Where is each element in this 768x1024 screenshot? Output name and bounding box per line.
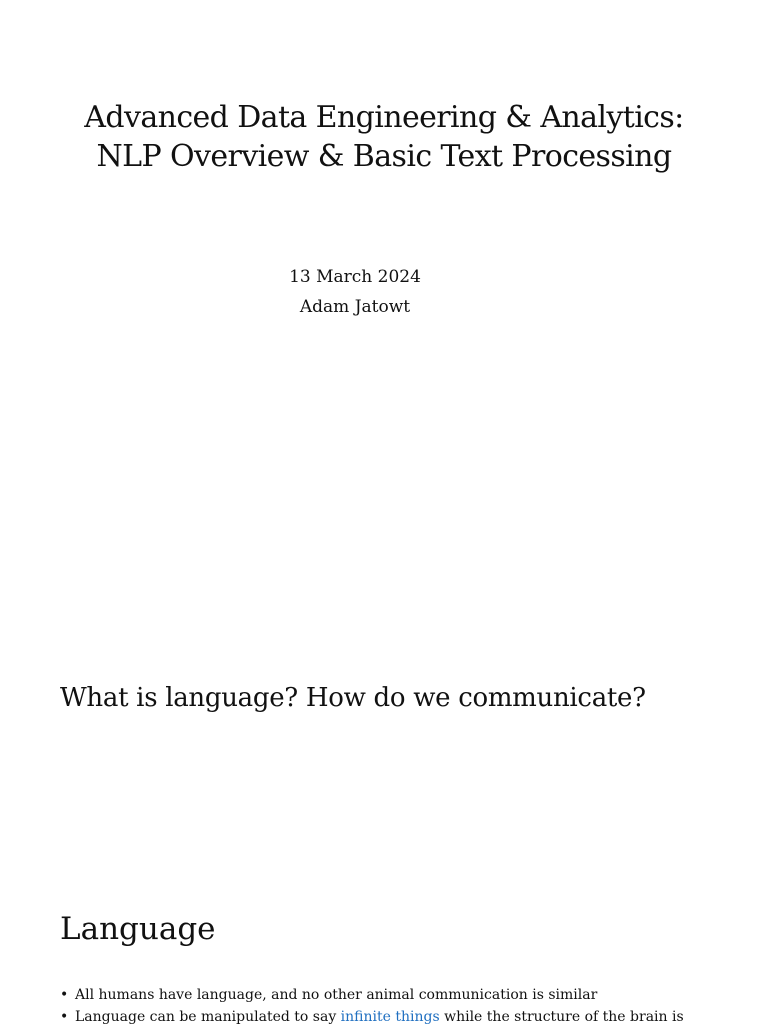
presentation-author: Adam Jatowt bbox=[299, 297, 411, 317]
bullet-icon: • bbox=[60, 987, 69, 1003]
infinite-things-link[interactable]: infinite things bbox=[340, 1009, 440, 1024]
slide-title: Advanced Data Engineering & Analytics: NLP Overview & Basic Text Processing bbox=[84, 100, 684, 174]
bullet-text-after: while the structure of the brain is bbox=[439, 1009, 684, 1024]
list-item bbox=[60, 984, 760, 1006]
bullet-text-before: Language can be manipulated to say bbox=[75, 1009, 341, 1024]
bullet-text: All humans have language, and no other animal communication is similar bbox=[75, 987, 598, 1003]
bullet-icon: • bbox=[60, 1009, 69, 1024]
section-heading: Language bbox=[60, 911, 216, 947]
presentation-date: 13 March 2024 bbox=[289, 267, 421, 287]
slide-question: What is language? How do we communicate? bbox=[60, 683, 646, 713]
list-item bbox=[60, 1006, 760, 1024]
title-slide-meta bbox=[0, 262, 710, 322]
bullet-list bbox=[60, 984, 760, 1024]
title-slide bbox=[0, 98, 768, 176]
